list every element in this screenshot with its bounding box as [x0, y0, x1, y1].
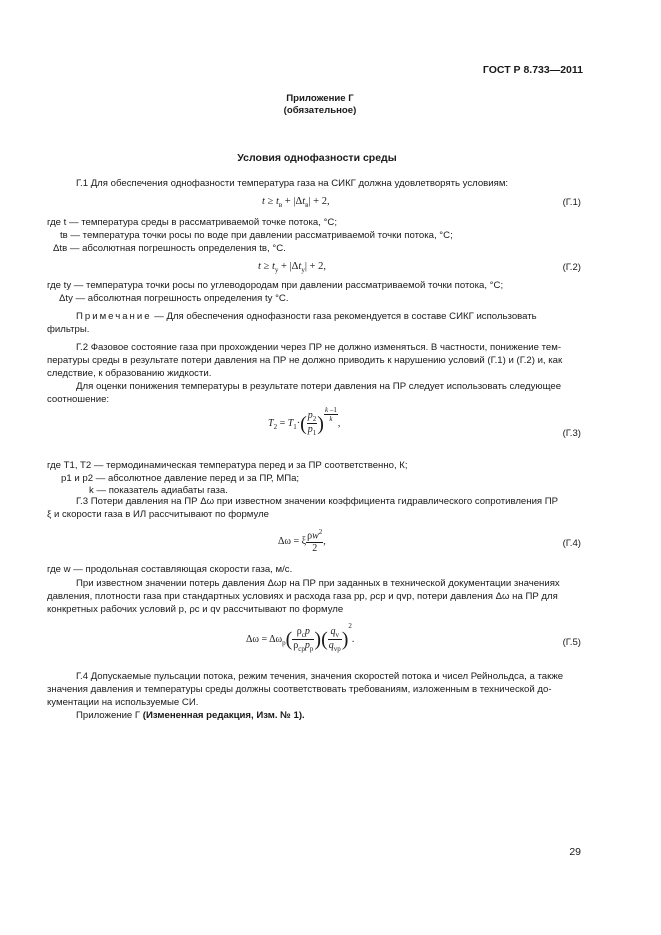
where-T: где T1, T2 — термодинамическая температура перед и за ПР соответственно, К;: [47, 460, 408, 471]
equation-label-g2: (Г.2): [562, 262, 581, 273]
g4-line-2: значения давления и температуры среды должны соответствовать требованиям, изложенным в технической до-: [47, 684, 552, 695]
g1-intro: Г.1 Для обеспечения однофазности температура газа на СИКГ должна удовлетворять условиям:: [76, 178, 509, 189]
equation-g4: Δω = ξ $\frac{\rho w^2}{2}$ ,: [278, 528, 326, 555]
where-ty: где ty — температура точки росы по углеводородам при давлении рассматриваемой точки потока, °С;: [47, 280, 504, 291]
equation-g3: $T_2 = T_1\cdot$( $\frac{p_2}{p_1}$ ) $\frac{k -1}{k}$ ,: [268, 406, 341, 438]
equation-label-g3: (Г.3): [562, 428, 581, 439]
where-delta-tv: Δtв — абсолютная погрешность определения tв, °С.: [53, 243, 286, 254]
equation-label-g4: (Г.4): [562, 538, 581, 549]
note-line-1: Примечание — Для обеспечения однофазности газа рекомендуется в составе СИКГ использовать: [76, 311, 537, 322]
where-tv: tв — температура точки росы по воде при давлении рассматриваемой точки потока, °С;: [60, 230, 453, 241]
g2-line-5: соотношение:: [47, 394, 110, 405]
where-k: k — показатель адиабаты газа.: [89, 485, 228, 496]
g3-line-3: При известном значении потерь давления Δωр на ПР при заданных в технической документации значениях: [76, 578, 560, 589]
g3-line-1: Г.3 Потери давления на ПР Δω при известном значении коэффициента гидравлического сопротивления ПР: [76, 496, 559, 507]
g2-line-3: следствие, к образованию жидкости.: [47, 368, 212, 379]
appendix-status: (обязательное): [283, 105, 357, 116]
g2-line-4: Для оценки понижения температуры в результате потери давления на ПР следует использовать следующее: [76, 381, 562, 392]
g4-line-3: кументации на используемые СИ.: [47, 697, 199, 708]
g3-line-2: ξ и скорости газа в ИЛ рассчитывают по формуле: [47, 509, 270, 520]
section-title: Условия однофазности среды: [237, 152, 397, 164]
g4-line-1: Г.4 Допускаемые пульсации потока, режим течения, значения скоростей потока и чисел Рейнольдса, а также: [76, 671, 564, 682]
amendment-note: Приложение Г (Измененная редакция, Изм. № 1).: [76, 710, 305, 721]
equation-g5: $\Delta\omega = \Delta\omega_р$( $\frac{\rho_cp}{\rho_{cр}p_р}$ )( $\frac{q_v}{q_{vр}}$ )$^2$.: [246, 622, 355, 654]
g3-line-4: давления, плотности газа при стандартных условиях и расхода газа pр, ρср и qvр, потери давления Δω на ПР для: [47, 591, 558, 602]
page-number: 29: [569, 846, 581, 858]
equation-label-g5: (Г.5): [562, 637, 581, 648]
equation-label-g1: (Г.1): [562, 197, 581, 208]
where-w: где w — продольная составляющая скорости газа, м/с.: [47, 564, 293, 575]
where-p: p1 и p2 — абсолютное давление перед и за ПР, МПа;: [61, 473, 300, 484]
where-t: где t — температура среды в рассматриваемой точке потока, °С;: [47, 217, 338, 228]
note-line-2: фильтры.: [47, 324, 90, 335]
doc-id: ГОСТ Р 8.733—2011: [482, 64, 583, 76]
g2-line-1: Г.2 Фазовое состояние газа при прохождении через ПР не должно изменяться. В частности, понижение тем-: [76, 342, 562, 353]
appendix-title: Приложение Г: [286, 93, 354, 104]
g2-line-2: пературы среды в результате потери давления на ПР не должно приводить к нарушению условий (Г.1) и (Г.2) и, как: [47, 355, 563, 366]
g3-line-5: конкретных рабочих условий p, ρc и qv рассчитывают по формуле: [47, 604, 344, 615]
where-delta-ty: Δty — абсолютная погрешность определения ty °С.: [59, 293, 289, 304]
equation-g2: $t \ge t_y + |\Delta t_y| + 2$,: [258, 261, 326, 275]
equation-g1: $t \ge t_в + |\Delta t_в| + 2$,: [262, 196, 330, 210]
